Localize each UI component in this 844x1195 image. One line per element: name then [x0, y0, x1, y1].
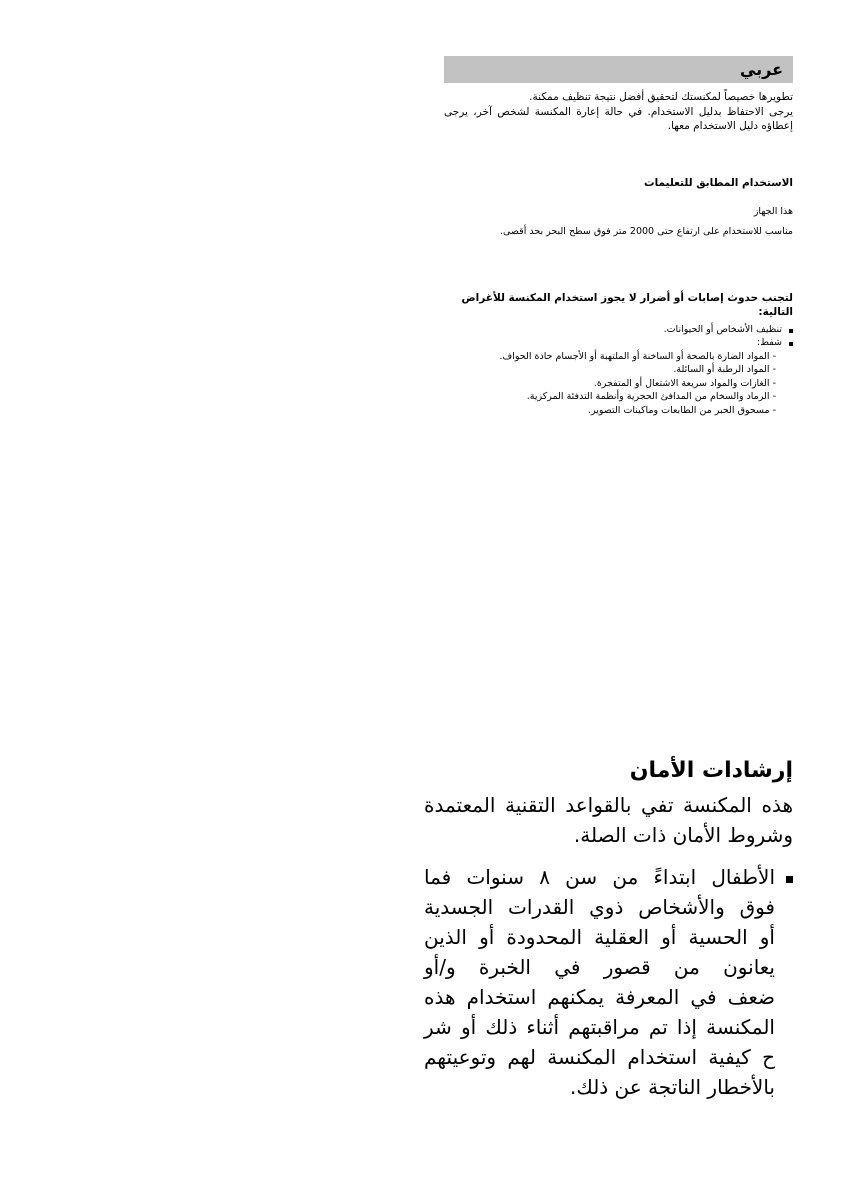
language-banner: عربي — [444, 56, 793, 83]
sub-list-item-label: المواد الرطبة أو السائلة. — [673, 364, 770, 375]
square-bullet-icon — [789, 342, 793, 346]
safety-item-line: بالأخطار الناتجة عن ذلك. — [569, 1075, 775, 1099]
sub-list-item — [444, 404, 782, 418]
safety-item-line: أو الحسية أو العقلية المحدودة أو الذين — [424, 925, 775, 949]
safety-heading: إرشادات الأمان — [629, 758, 793, 783]
dash-bullet-icon: - — [772, 364, 776, 375]
safety-item-line: المكنسة إذا تم مراقبتهم أثناء ذلك أو شر — [424, 1015, 775, 1039]
prohibited-use-list — [444, 323, 793, 418]
list-item — [444, 323, 793, 337]
sub-list-item — [444, 350, 782, 364]
square-bullet-icon — [789, 329, 793, 333]
suction-sublist — [444, 350, 782, 418]
intro-line-2: يرجى الاحتفاظ بدليل الاستخدام. في حالة إعارة المكنسة لشخص آخر، يرجى إعطاؤه دليل الاستخدام معها. — [444, 105, 793, 132]
safety-item-line: يعانون من قصور في الخبرة و/أو — [424, 955, 775, 979]
top-content-column — [444, 56, 793, 417]
prohibited-use-heading: لتجنب حدوث إصابات أو أضرار لا يجوز استخدام المكنسة للأغراض التالية: — [461, 291, 793, 318]
safety-intro-line: وشروط الأمان ذات الصلة. — [573, 823, 793, 847]
sub-list-item — [444, 363, 782, 377]
device-label: هذا الجهاز — [753, 205, 793, 217]
square-bullet-icon — [786, 876, 793, 883]
sub-list-item — [444, 390, 782, 404]
list-item-label: تنظيف الأشخاص أو الحيوانات. — [663, 323, 782, 335]
safety-item-line: فوق والأشخاص ذوي القدرات الجسدية — [424, 895, 775, 919]
safety-item-line: ضعف في المعرفة يمكنهم استخدام هذه — [424, 985, 775, 1009]
safety-section — [424, 756, 793, 1102]
intro-paragraph — [444, 90, 793, 134]
sub-list-item-label: المواد الضارة بالصحة أو الساخنة أو الملتهبة أو الأجسام حادة الحواف. — [499, 350, 770, 362]
safety-intro-line: هذه المكنسة تفي بالقواعد التقنية المعتمدة — [424, 793, 793, 817]
list-item — [444, 336, 793, 417]
intended-use-heading: الاستخدام المطابق للتعليمات — [644, 176, 793, 189]
safety-intro-paragraph — [424, 790, 793, 850]
intro-line-1: تطويرها خصيصاً لمكنستك لتحقيق أفضل نتيجة تنظيف ممكنة. — [529, 91, 793, 103]
dash-bullet-icon: - — [772, 404, 776, 416]
sub-list-item-label: الغازات والمواد سريعة الاشتعال أو المتفجرة. — [593, 377, 770, 389]
safety-item-line: ح كيفية استخدام المكنسة لهم وتوعيتهم — [424, 1045, 775, 1069]
dash-bullet-icon: - — [772, 350, 776, 362]
safety-list — [424, 862, 793, 1102]
sub-list-item — [444, 377, 782, 391]
list-item — [424, 862, 793, 1102]
list-item-label: شفط: — [757, 337, 782, 348]
sub-list-item-label: الرماد والسخام من المدافئ الحجرية وأنظمة التدفئة المركزية. — [526, 391, 770, 402]
dash-bullet-icon: - — [772, 391, 776, 402]
sub-list-item-label: مسحوق الحبر من الطابعات وماكينات التصوير. — [587, 404, 770, 416]
altitude-note: مناسب للاستخدام على ارتفاع حتى 2000 متر فوق سطح البحر بحد أقصى. — [499, 225, 793, 237]
dash-bullet-icon: - — [772, 377, 776, 389]
safety-item-line: الأطفال ابتداءً من سن ٨ سنوات فما — [424, 865, 775, 889]
